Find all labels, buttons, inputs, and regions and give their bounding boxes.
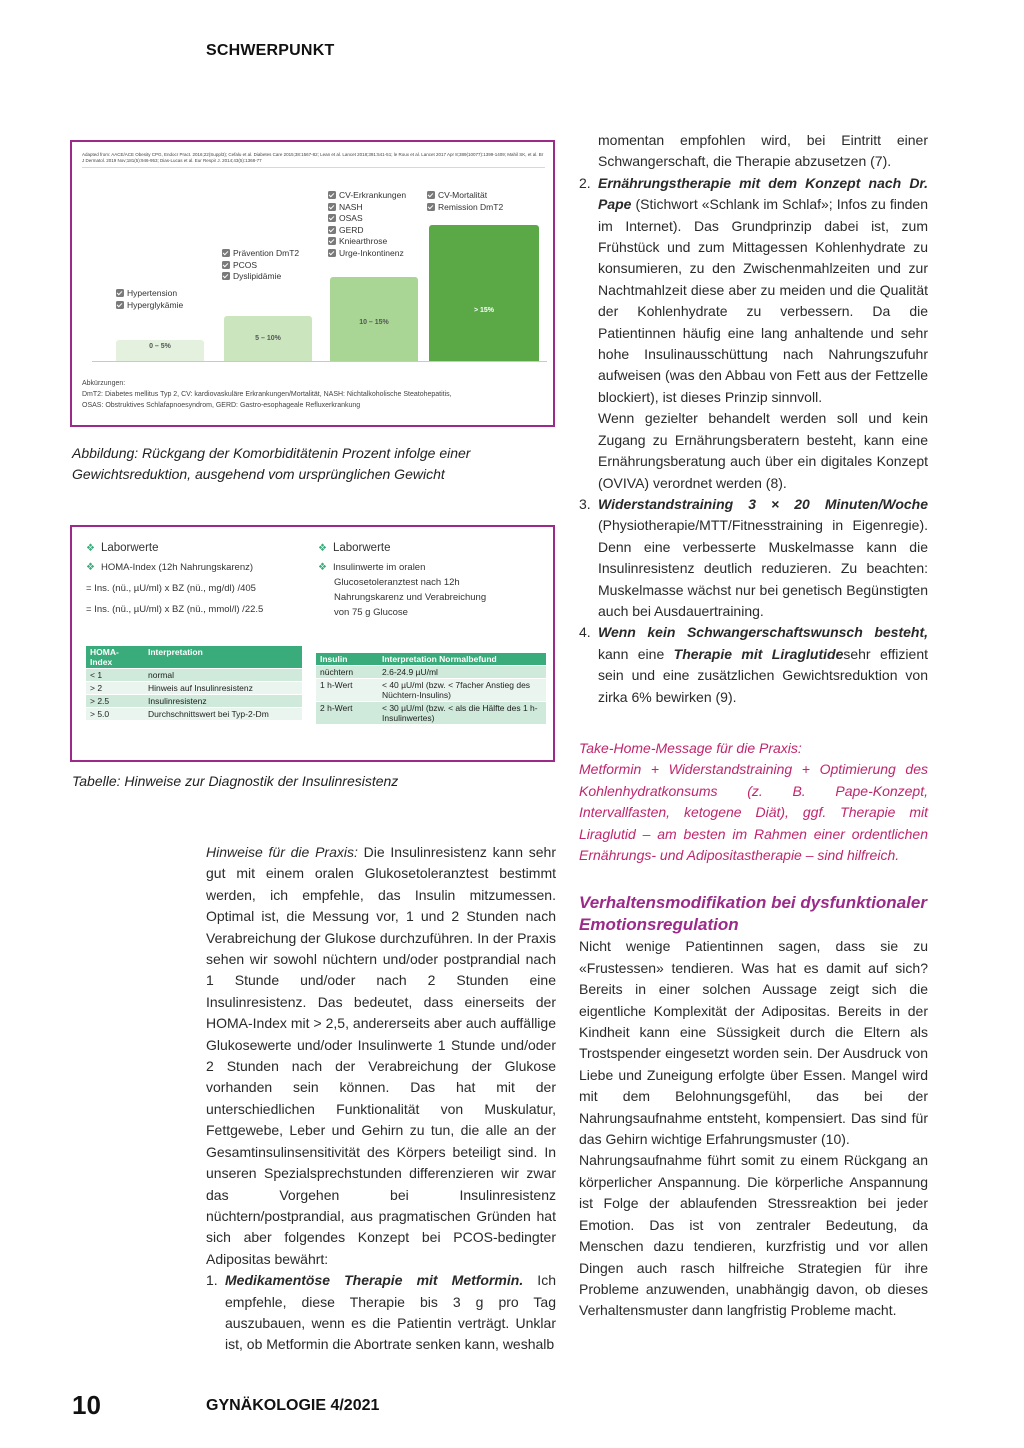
table-caption: Tabelle: Hinweise zur Diagnostik der Insulinresistenz [72, 773, 399, 789]
group-10-15 [328, 190, 406, 259]
therapy-list [206, 1270, 556, 1356]
checkbox-icon [116, 301, 124, 309]
checkbox-icon [427, 191, 435, 199]
group-item: GERD [328, 225, 406, 237]
checkbox-icon [328, 214, 336, 222]
group-item: Prävention DmT2 [222, 248, 299, 260]
bar-label-0-5: 0 – 5% [149, 343, 171, 350]
insulin-diagnostics-table [70, 525, 555, 762]
table-cell: Durchschnittswert bei Typ-2-Dm [144, 708, 302, 721]
table-header-row [86, 646, 302, 669]
checkbox-icon [328, 203, 336, 211]
lab-heading: Laborwerte [332, 542, 391, 554]
table-header-cell: Interpretation [144, 646, 302, 669]
table-row [86, 669, 302, 682]
practice-lead: Hinweise für die Praxis: [206, 844, 358, 860]
list-item-text: (Stichwort «Schlank im Schlaf»; Infos zu finden im Internet). Das Grundprinzip dabei ist, zum Frühstück und zum Mittagessen Kohlenhydrate zu konsumieren, zu den Zwischenmahlzeiten und zur Nachtmahlzeit diese aber zu meiden und die Qualität der Kohlenhydrate zu verbessern. Da die Patientinnen häufig eine lang anhaltende und sehr hohe Insulinausschüttung nach Nahrungszufuhr aufweisen (was den Abbau von Fett aus der Fettzelle blockiert), ist dieses Prinzip sinnvoll. [598, 196, 928, 405]
list-item [206, 1270, 556, 1356]
list-item-title: Wenn kein Schwangerschaftswunsch besteht, [598, 624, 928, 641]
diamond-bullet-icon: ❖ [318, 562, 327, 573]
left-lab-column [86, 541, 263, 617]
body-paragraph: Nahrungsaufnahme führt somit zu einem Rückgang an körperlicher Anspannung. Die körperliche Anspannung ist Folge der ablaufenden Stressreaktion bei jeder Emotion. Das ist von zentraler Bedeutung, da Menschen dazu tendieren, kurzfristig und vor allen Dingen auch rasch hilfreiche Strategien für ihre Probleme anzuwenden, unabhängig davon, ob dieses Verhaltensmuster dann langfristig Probleme macht. [579, 1152, 928, 1319]
lab-heading: Laborwerte [100, 542, 159, 554]
group-item: Hyperglykämie [116, 300, 183, 312]
table-row [316, 702, 546, 725]
right-lab-column [318, 541, 486, 620]
list-item-title: Ernährungstherapie mit dem Konzept nach Dr. Pape [598, 174, 928, 213]
group-item: CV-Mortalität [427, 190, 503, 202]
diamond-bullet-icon: ❖ [318, 543, 327, 554]
section-header: SCHWERPUNKT [206, 42, 335, 59]
group-0-5 [116, 288, 183, 311]
abbreviations-title: Abkürzungen: [82, 380, 126, 387]
table-cell: Insulinresistenz [144, 695, 302, 708]
homa-table [86, 646, 302, 721]
practice-paragraph [206, 842, 556, 1270]
table-cell: > 2.5 [86, 695, 144, 708]
homa-formula: = Ins. (nü., µU/ml) x BZ (nü., mg/dl) /405 [86, 583, 256, 594]
checkbox-icon [328, 191, 336, 199]
diamond-bullet-icon: ❖ [86, 543, 95, 554]
section-heading: Verhaltensmodifikation bei dysfunktionaler Emotionsregulation [579, 893, 927, 935]
insulin-item-line: Glucosetoleranztest nach 12h [334, 577, 460, 588]
table-cell: > 5.0 [86, 708, 144, 721]
abbreviations-line: OSAS: Obstruktives Schlafapnoesyndrom, GERD: Gastro-esophageale Refluxerkrankung [82, 402, 361, 409]
list-item-text: kann eine [598, 645, 674, 662]
list-number: 3. [579, 495, 591, 512]
table-header-cell: Interpretation Normalbefund [378, 653, 546, 666]
table-cell: 1 h-Wert [316, 679, 378, 702]
insulin-item-line: von 75 g Glucose [334, 607, 408, 618]
figure-abbreviations [82, 378, 545, 411]
insulin-table [316, 653, 546, 725]
therapy-list-cont [579, 173, 928, 708]
take-home-message [579, 738, 928, 866]
table-cell: > 2 [86, 682, 144, 695]
insulin-item: Insulinwerte im oralen [332, 562, 426, 573]
checkbox-icon [427, 203, 435, 211]
group-item: Hypertension [116, 288, 183, 300]
figure-baseline [92, 361, 547, 362]
list-number: 4. [579, 624, 591, 641]
list-item [579, 173, 928, 408]
checkbox-icon [116, 289, 124, 297]
table-cell: normal [144, 669, 302, 682]
group-over-15 [427, 190, 503, 213]
homa-item: HOMA-Index (12h Nahrungskarenz) [100, 562, 254, 573]
bar-label-5-10: 5 – 10% [255, 335, 281, 342]
diamond-bullet-icon: ❖ [86, 562, 95, 573]
table-cell: < 40 µU/ml (bzw. < 7facher Anstieg des Nüchtern-Insulins) [378, 679, 546, 702]
bar-over-15 [429, 225, 539, 362]
table-cell: < 30 µU/ml (bzw. < als die Hälfte des 1 h-Insulinwertes) [378, 702, 546, 725]
table-header-cell: Insulin [316, 653, 378, 666]
list-item-text: Wenn gezielter behandelt werden soll und kein Zugang zu Ernährungsberatern besteht, kann eine Ernährungsberatung auch über ein digitales Konzept (OVIVA) verordnet werden (8). [598, 410, 928, 491]
homa-formula: = Ins. (nü., µU/ml) x BZ (nü., mmol/l) /22.5 [86, 604, 264, 615]
list-number: 1. [206, 1272, 218, 1289]
group-5-10 [222, 248, 299, 283]
group-item: Dyslipidämie [222, 271, 299, 283]
list-item [579, 494, 928, 622]
group-item: CV-Erkrankungen [328, 190, 406, 202]
list-item [579, 622, 928, 708]
table-header-cell: HOMA-Index [86, 646, 144, 669]
group-item: NASH [328, 202, 406, 214]
take-home-text: Metformin + Widerstandstraining + Optimierung des Kohlenhydratkonsums (z. B. Pape-Konzept, Intervallfasten, ketogene Diät), ggf. Therapie mit Liraglutid – am besten im Rahmen einer ordentlichen Ernährungs- und Adipositastherapie – sind hilfreich. [579, 761, 928, 863]
right-column [579, 130, 928, 1322]
bar-label-over-15: > 15% [473, 307, 495, 314]
practice-text: Die Insulinresistenz kann sehr gut mit einem oralen Glukosetoleranztest bestimmt werden, ich empfehle, das Insulin mitzumessen. Optimal ist, die Messung vor, 1 und 2 Stunden nach Verabreichung der Glukose durchzuführen. In der Praxis sehen wir sowohl nüchtern und/oder postprandial nach 1 Stunde und/oder nach 2 Stunden eine Insulinresistenz. Das bedeutet, dass einerseits der HOMA-Index mit > 2,5, andererseits aber auch auffällige Glukosewerte und/oder Insulinwerte 1 Stunde und/oder 2 Stunden nach der Verabreichung der Glukose vorhanden sein können. Das hat mit der unterschiedlichen Funktionalität von Muskulatur, Fettgewebe, Leber und Gehirn zu tun, die alle an der Gesamtinsulinsensitivität des Körpers beteiligt sind. In unseren Spezialsprechstunden differenzieren wir zwar das Vorgehen bei Insulinresistenz nüchtern/postprandial, aus pragmatischen Gründen hat sich aber folgendes Konzept bei PCOS-bedingter Adipositas bewährt: [206, 844, 556, 1267]
list-item-title: Therapie mit Liraglutide [673, 645, 844, 662]
insulin-item-line: Nahrungskarenz und Verabreichung [334, 592, 487, 603]
table-row [86, 682, 302, 695]
table-row [316, 666, 546, 679]
group-item: OSAS [328, 213, 406, 225]
table-cell: < 1 [86, 669, 144, 682]
checkbox-icon [328, 237, 336, 245]
take-home-title: Take-Home-Message für die Praxis: [579, 739, 802, 756]
group-item: Urge-Inkontinenz [328, 248, 406, 260]
journal-issue: GYNÄKOLOGIE 4/2021 [206, 1397, 380, 1414]
list-item-more [579, 408, 928, 494]
table-cell: 2 h-Wert [316, 702, 378, 725]
list-item-text: (Physiotherapie/MTT/Fitnesstraining in Eigenregie). Denn eine verbesserte Muskelmasse kann die Insulinresistenz deutlich reduzieren. Zu beachten: Muskelmasse wächst nur bei genetisch Begünstigten auch bei Ausdauertraining. [598, 517, 928, 619]
group-item: PCOS [222, 260, 299, 272]
figure-source-note: Adapted from: AACE/ACE Obesity CPG, Endocr Pract. 2016;22(Suppl3); Cefalu et al. Diabetes Care 2015;38:1567-82; Lean et al. Lancet 2018;391:541-51; le Roux et al. Lancet 2017 Apr 8;389(10077):1399-1409; Mahil SK, et al. Br J Dermatol. 2019 Nov;181(5):946-953; Dias-Lucas et al. Eur Respir J. 2014;43(5):1368-77 [82, 152, 545, 168]
group-item: Remission DmT2 [427, 202, 503, 214]
group-item: Kniearthrose [328, 236, 406, 248]
table-cell: nüchtern [316, 666, 378, 679]
table-row [316, 679, 546, 702]
table-header-row [316, 653, 546, 666]
checkbox-icon [222, 272, 230, 280]
list-item-text: Ich empfehle, diese Therapie bis 3 g pro Tag auszubauen, wenn es die Patientin verträgt. Unklar ist, ob Metformin die Abortrate senken kann, weshalb [225, 1272, 556, 1353]
table-cell: Hinweis auf Insulinresistenz [144, 682, 302, 695]
middle-column [206, 842, 556, 1356]
checkbox-icon [222, 261, 230, 269]
list-number: 2. [579, 174, 591, 191]
list-item-title: Widerstandstraining 3 × 20 Minuten/Woche [598, 495, 928, 512]
table-row [86, 708, 302, 721]
page-number: 10 [72, 1390, 101, 1420]
abbreviations-line: DmT2: Diabetes mellitus Typ 2, CV: kardiovaskuläre Erkrankungen/Mortalität, NASH: Nichtalkoholische Steatohepatitis, [82, 391, 452, 398]
list-continuation: momentan empfohlen wird, bei Eintritt einer Schwangerschaft, die Therapie abzusetzen (7). [598, 132, 928, 170]
body-paragraph: Nicht wenige Patientinnen sagen, dass sie zu «Frustessen» tendieren. Was hat es damit auf sich? Bereits in einer solchen Aussage zeigt sich die eigentliche Komplexität der Adipositas. Bereits in der Kindheit kann eine Süssigkeit durch die Eltern als Trostspender eingesetzt worden sein. Der Ausdruck von Liebe und Zuneigung erfolgte über Essen. Mangel wird mit dem Belohnungsgefühl, das bei der Nahrungsaufnahme entsteht, kompensiert. Das sind für das Gehirn wichtige Erfahrungsmuster (10). [579, 938, 928, 1148]
checkbox-icon [328, 226, 336, 234]
checkbox-icon [328, 249, 336, 257]
checkbox-icon [222, 249, 230, 257]
list-item-text: sehr effizient sein und eine zusätzlichen Gewichtsreduktion von zirka 6% bewirken (9). [598, 645, 928, 705]
figure-caption: Abbildung: Rückgang der Komorbiditätenin Prozent infolge einer Gewichtsreduktion, ausgehend vom ursprünglichen Gewicht [72, 445, 471, 482]
bar-label-10-15: 10 – 15% [359, 319, 389, 326]
list-item-title: Medikamentöse Therapie mit Metformin. [225, 1272, 524, 1289]
comorbidity-figure [70, 140, 555, 427]
table-row [86, 695, 302, 708]
table-cell: 2.6-24.9 µU/ml [378, 666, 546, 679]
